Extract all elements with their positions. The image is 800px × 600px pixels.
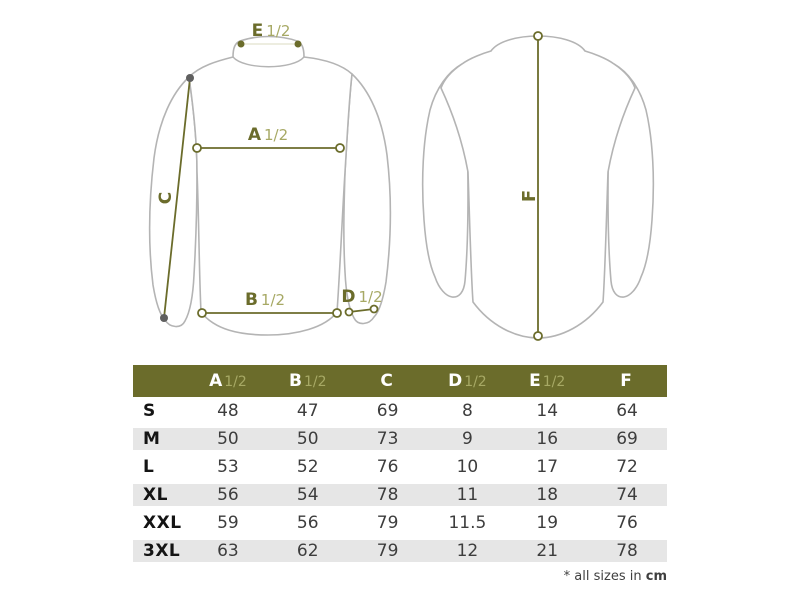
table-row	[133, 425, 667, 453]
measure-A-dot-right	[336, 144, 344, 152]
cell-value: 50	[217, 429, 239, 449]
header-frac: 1/2	[542, 374, 566, 390]
cell-value: 52	[296, 457, 319, 477]
measure-E-dot-right	[295, 41, 302, 48]
cell-value: 78	[376, 485, 399, 505]
cell-value: 21	[536, 541, 559, 561]
cell-value: 62	[296, 541, 319, 561]
measure-E-label: E 1/2	[251, 21, 291, 41]
size-label: S	[143, 401, 156, 421]
footnote-unit: cm	[645, 569, 667, 584]
sizes-footnote	[564, 569, 667, 584]
header-col-A	[188, 371, 268, 391]
cell-value: 78	[616, 541, 638, 561]
measure-D-dot-left	[346, 309, 353, 316]
cell-value: 64	[616, 401, 638, 421]
size-label: 3XL	[143, 541, 181, 561]
table-row	[133, 509, 667, 537]
cell-value: 79	[376, 513, 399, 533]
cell-value: 18	[536, 485, 559, 505]
measure-B-dot-right	[333, 309, 341, 317]
table-row	[133, 481, 667, 509]
measure-C-dot-top	[186, 74, 194, 82]
cell-value: 47	[296, 401, 319, 421]
size-label: XXL	[143, 513, 182, 533]
cell-value: 48	[217, 401, 239, 421]
cell-value: 11.5	[448, 513, 487, 533]
cell-value: 74	[616, 485, 638, 505]
cell-value: 10	[456, 457, 479, 477]
cell-value: 53	[217, 457, 239, 477]
size-table	[133, 365, 667, 565]
measure-F-dot-bottom	[534, 332, 542, 340]
cell-value: 19	[536, 513, 559, 533]
header-frac: 1/2	[224, 374, 247, 390]
cell-value: 9	[461, 429, 473, 449]
header-frac: 1/2	[464, 374, 487, 390]
size-label: XL	[143, 485, 168, 505]
cell-value: 76	[616, 513, 638, 533]
measure-E-dot-left	[238, 41, 245, 48]
table-row	[133, 397, 667, 425]
measure-A-dot-left	[193, 144, 201, 152]
header-col-D	[427, 371, 507, 391]
measure-D-dot-right	[371, 306, 378, 313]
header-col-E	[507, 371, 587, 391]
size-table-header-row	[133, 365, 667, 397]
cell-value: 17	[536, 457, 559, 477]
measure-E	[238, 21, 302, 48]
header-frac: 1/2	[303, 374, 327, 390]
cell-value: 73	[376, 429, 399, 449]
cell-value: 69	[376, 401, 399, 421]
table-row	[133, 537, 667, 565]
header-letter: E	[529, 371, 541, 391]
cell-value: 79	[376, 541, 399, 561]
cell-value: 12	[456, 541, 479, 561]
cell-value: 63	[217, 541, 239, 561]
measure-D	[341, 287, 382, 316]
cell-value: 54	[296, 485, 319, 505]
cell-value: 59	[217, 513, 239, 533]
table-row	[133, 453, 667, 481]
measure-B-label: B 1/2	[244, 290, 286, 310]
cell-value: 76	[376, 457, 399, 477]
measure-B-dot-left	[198, 309, 206, 317]
size-label: L	[143, 457, 155, 477]
measure-D-label: D 1/2	[341, 287, 383, 307]
measure-F-dot-top	[534, 32, 542, 40]
cell-value: 69	[616, 429, 638, 449]
header-letter: A	[209, 371, 223, 391]
cell-value: 8	[461, 401, 473, 421]
header-col-F	[587, 371, 667, 391]
header-letter: C	[380, 371, 393, 391]
cell-value: 14	[536, 401, 559, 421]
measure-C-dot-bottom	[160, 314, 168, 322]
header-letter: B	[288, 371, 302, 391]
cell-value: 11	[456, 485, 479, 505]
cell-value: 72	[616, 457, 638, 477]
cell-value: 56	[217, 485, 239, 505]
header-col-C	[348, 371, 428, 391]
cell-value: 16	[536, 429, 559, 449]
footnote-text: * all sizes in	[563, 569, 646, 584]
measure-A-label: A 1/2	[247, 125, 289, 145]
size-label: M	[143, 429, 161, 449]
measure-F-label: F	[519, 189, 540, 203]
header-col-B	[268, 371, 348, 391]
cell-value: 56	[296, 513, 319, 533]
header-letter: D	[448, 371, 463, 391]
measure-C-label: C	[156, 191, 176, 205]
header-letter: F	[620, 371, 632, 391]
cell-value: 50	[296, 429, 319, 449]
